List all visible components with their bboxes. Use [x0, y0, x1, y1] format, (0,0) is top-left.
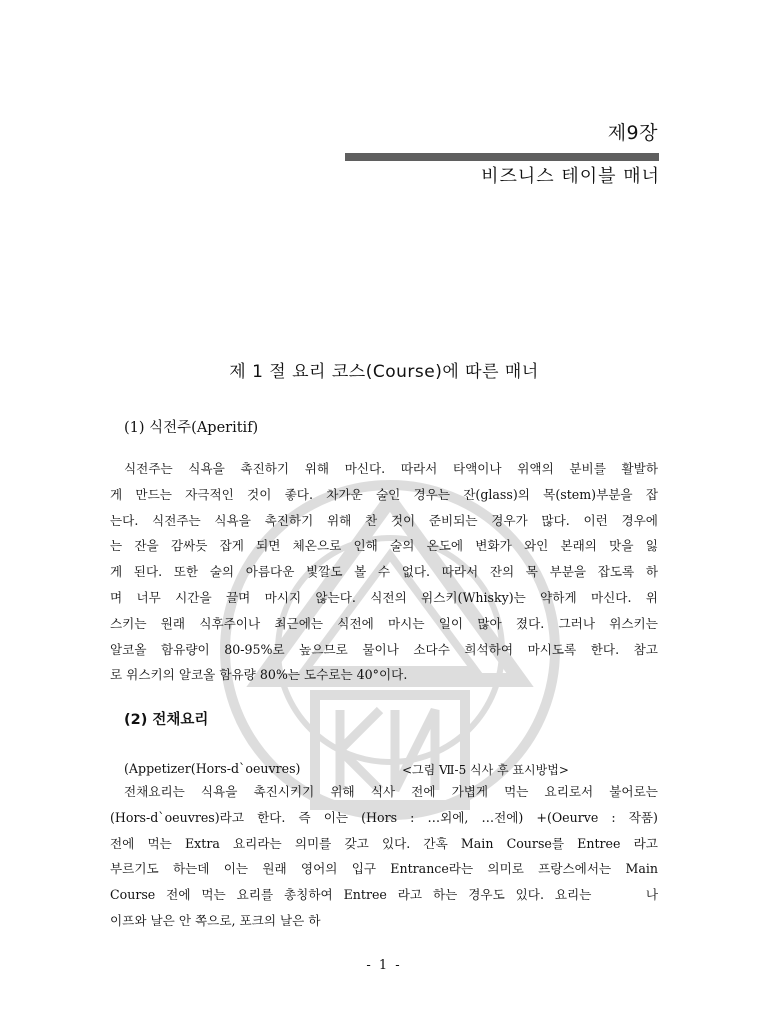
aperitif-heading: (1) 식전주(Aperitif): [124, 420, 259, 436]
text-line: 는 잔을 감싸듯 잡게 되면 체온으로 인해 술의 온도에 변화가 와인 본래의 맛을 잃: [110, 538, 658, 554]
text-line: 부르기도 하는데 이는 원래 영어의 입구 Entrance라는 의미로 프랑스에서는 Main: [110, 861, 658, 877]
section-title: 제 1 절 요리 코스(Course)에 따른 매너: [229, 362, 539, 382]
figure-caption: <그림 Ⅶ-5 식사 후 표시방법>: [402, 763, 569, 777]
text-line: 전에 먹는 Extra 요리라는 의미를 갖고 있다. 간혹 Main Course를 Entree 라고: [110, 835, 658, 851]
text-line: 전채요리는 식욕을 촉진시키기 위해 식사 전에 가볍게 먹는 요리로서 불어로는: [124, 784, 658, 799]
text-line: 게 된다. 또한 술의 아름다운 빛깔도 볼 수 없다. 따라서 잔의 목 부분을 잡도록 하: [110, 564, 658, 580]
appetizer-subtitle: (Appetizer(Hors-d`oeuvres): [124, 761, 301, 776]
chapter-divider: [345, 153, 659, 161]
text-line: 는다. 식전주는 식욕을 촉진하기 위해 찬 것이 준비되는 경우가 많다. 이런 경우에: [110, 512, 658, 528]
chapter-title: 비즈니스 테이블 매너: [481, 166, 660, 187]
text-line: 로 위스키의 알코올 함유량 80%는 도수로는 40°이다.: [110, 667, 408, 683]
text-line: (Hors-d`oeuvres)라고 한다. 즉 이는 (Hors : …외에, …전에) +(Oeurve : 작품): [110, 809, 658, 825]
text-line: 게 만드는 자극적인 것이 좋다. 차가운 술인 경우는 잔(glass)의 목(stem)부분을 잡: [110, 486, 658, 502]
text-line: 며 너무 시간을 끌며 마시지 않는다. 식전의 위스키(Whisky)는 약하게 마신다. 위: [110, 590, 658, 605]
text-line: 스키는 원래 식후주이나 최근에는 식전에 마시는 일이 많아 졌다. 그러나 위스키는: [110, 615, 658, 631]
page-number: - 1 -: [366, 958, 402, 973]
chapter-number: 제9장: [607, 122, 658, 144]
text-line: 알코올 함유량이 80-95%로 높으므로 물이나 소다수 희석하여 마시도록 한다. 참고: [110, 641, 658, 657]
appetizer-heading: (2) 전채요리: [124, 712, 209, 728]
text-line: 식전주는 식욕을 촉진하기 위해 마신다. 따라서 타액이나 위액의 분비를 활발하: [124, 461, 658, 476]
text-line: Course 전에 먹는 요리를 총칭하여 Entree 라고 하는 경우도 있다. 요리는 나: [110, 887, 658, 903]
text-line: 이프와 날은 안 쪽으로, 포크의 날은 하: [110, 913, 321, 928]
